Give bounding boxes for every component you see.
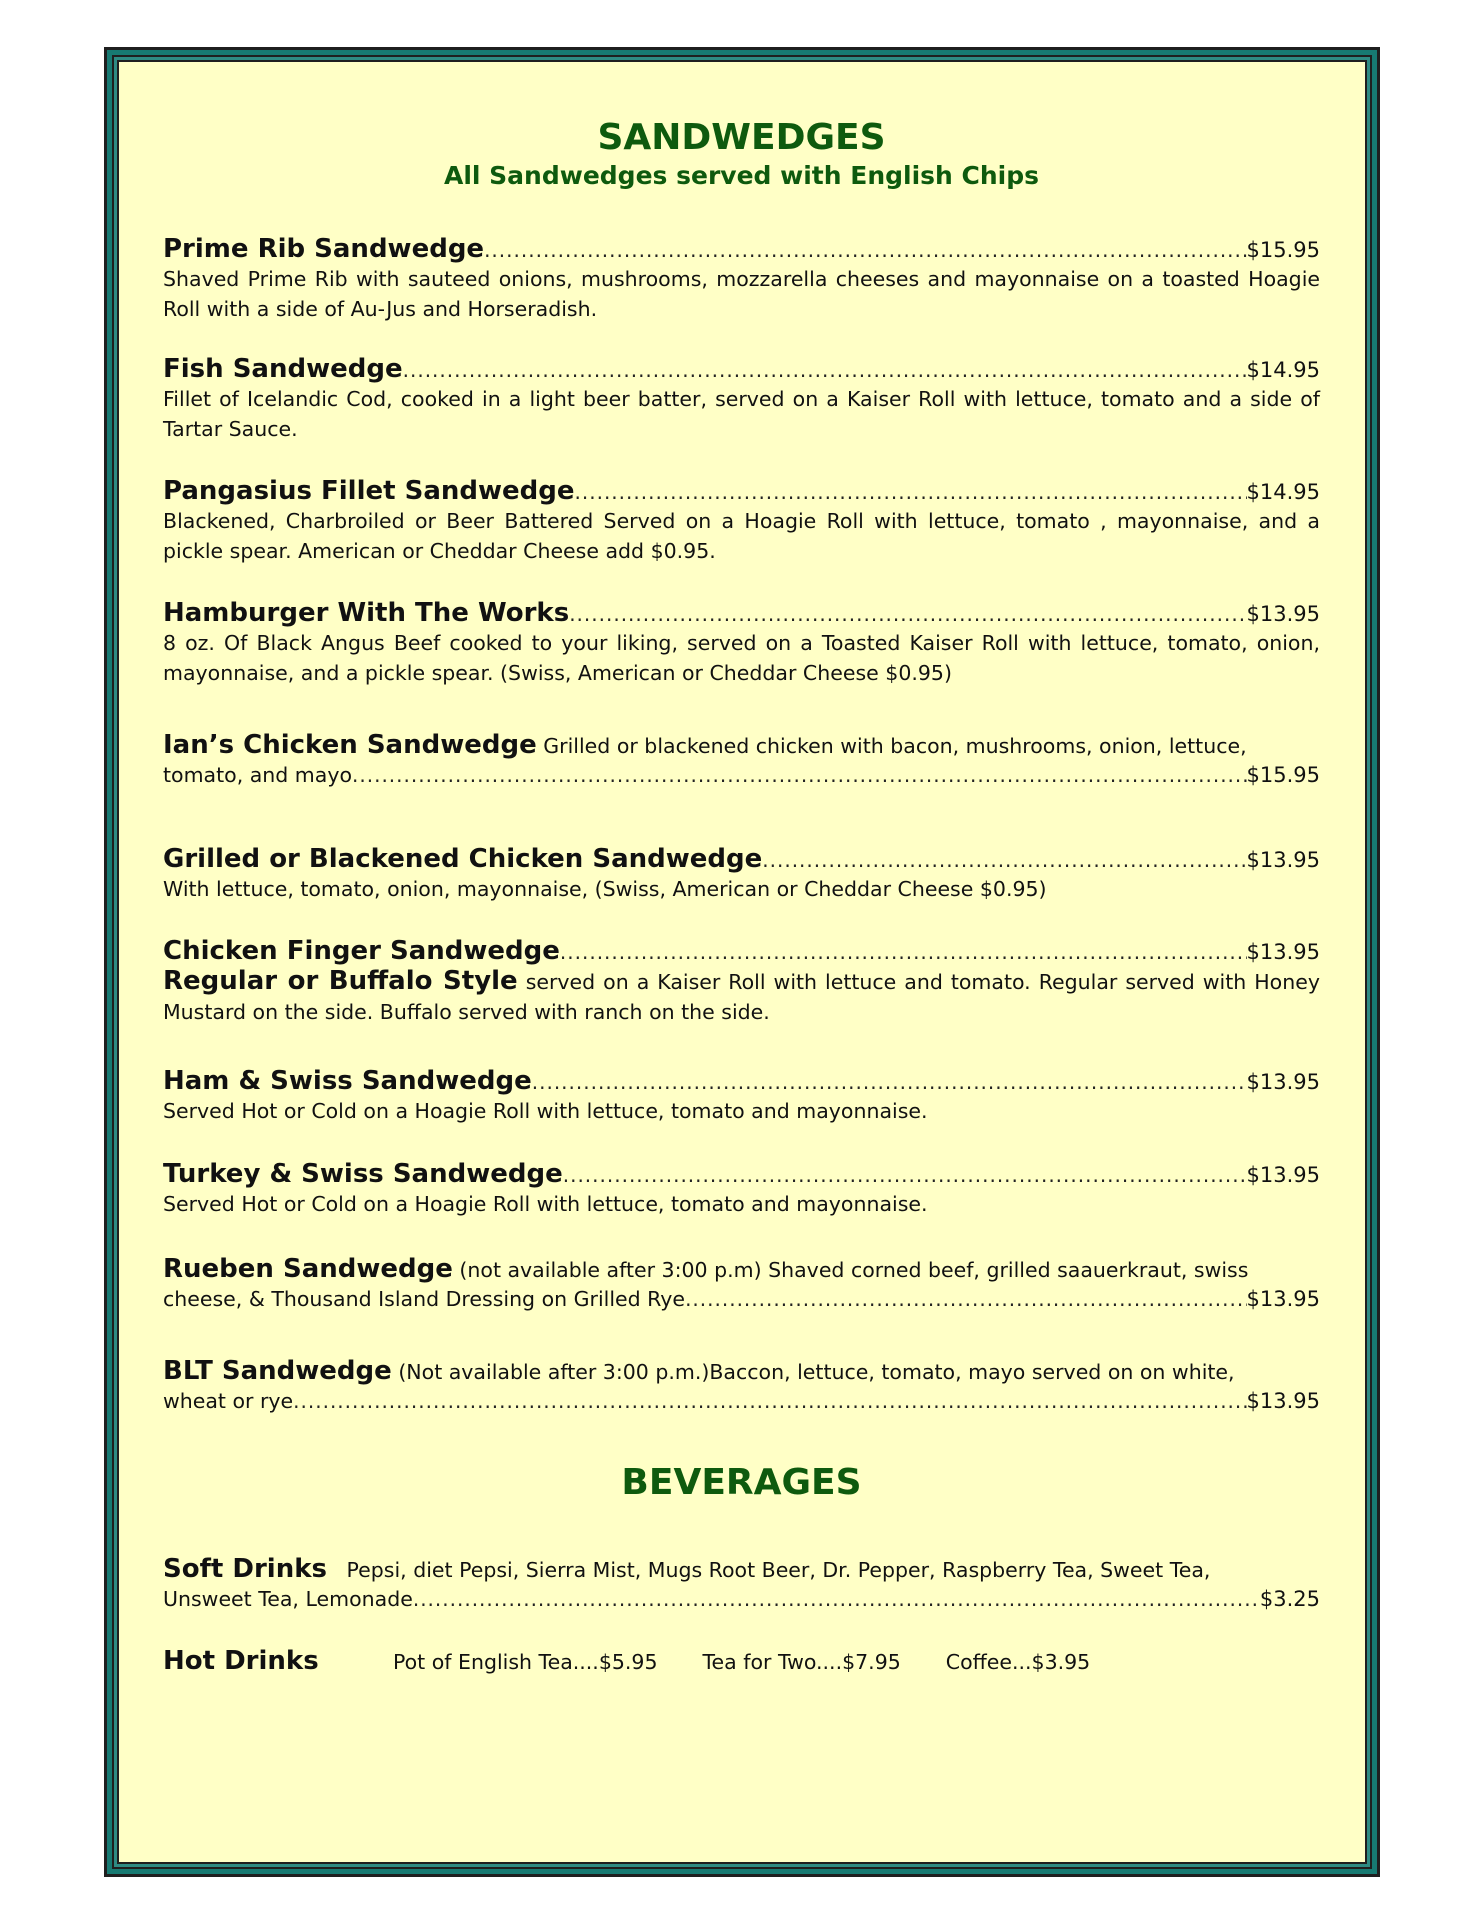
menu-item [163,234,1320,324]
item-description-text: served on a Kaiser Roll with lettuce and tomato. Regular served with Honey Mustard on the side. Buffalo served with ranch on the side. [163,970,1320,1024]
item-lead-line [163,1252,1320,1287]
item-name: Fish Sandwedge [163,354,403,384]
item-price: $13.95 [1246,1163,1320,1187]
item-name: Ian’s Chicken Sandwedge [163,730,537,760]
menu-item [163,1354,1320,1413]
menu-item-hot-drinks [163,1646,1320,1676]
dot-leader [484,238,1246,262]
menu-item [163,936,1320,1027]
menu-item [163,598,1320,688]
page-title: SANDWEDGES [597,117,886,158]
menu-item [163,728,1320,787]
item-price: $15.95 [1246,238,1320,262]
dot-leader [293,1389,1246,1413]
item-description: Blackened, Charbroiled or Beer Battered Served on a Hoagie Roll with lettuce, tomato , mayonnaise, and a pickle spear. American or Cheddar Cheese add $0.95. [163,509,1320,563]
item-description: Fillet of Icelandic Cod, cooked in a light beer batter, served on a Kaiser Roll with lettuce, tomato and a side of Tartar Sauce. [163,387,1320,441]
dot-leader [560,940,1247,964]
dot-leader [352,763,1247,787]
menu-item [163,1066,1320,1126]
item-name: Soft Drinks [163,1554,327,1584]
item-name: BLT Sandwedge [163,1356,392,1386]
item-price: $13.95 [1246,848,1320,872]
beverages-title: BEVERAGES [621,1462,862,1503]
item-description: Grilled or blackened chicken with bacon, mushrooms, onion, lettuce, [543,734,1247,758]
page-subtitle: All Sandwedges served with English Chips [443,161,1040,190]
menu-item [163,1252,1320,1311]
item-sub-name: Regular or Buffalo Style [163,966,518,996]
dot-leader [532,1070,1247,1094]
item-lead-line [163,1354,1320,1389]
menu-item-soft-drinks [163,1552,1320,1611]
dot-leader [563,1163,1247,1187]
item-name: Pangasius Fillet Sandwedge [163,476,575,506]
item-price: $14.95 [1246,480,1320,504]
item-name: Rueben Sandwedge [163,1254,453,1284]
item-price: $13.95 [1246,1389,1320,1413]
dot-leader [413,1587,1260,1611]
dot-leader [403,358,1247,382]
item-description: Pepsi, diet Pepsi, Sierra Mist, Mugs Root Beer, Dr. Pepper, Raspberry Tea, Sweet Tea, [346,1558,1211,1582]
item-description-tail: Unsweet Tea, Lemonade [163,1587,413,1611]
item-name: Turkey & Swiss Sandwedge [163,1159,563,1189]
menu-item [163,476,1320,566]
item-description: Served Hot or Cold on a Hoagie Roll with lettuce, tomato and mayonnaise. [163,1192,928,1216]
dot-leader [762,848,1246,872]
item-price: $13.95 [1246,1070,1320,1094]
item-description: 8 oz. Of Black Angus Beef cooked to your liking, served on a Toasted Kaiser Roll with lettuce, tomato, onion, mayonnaise, and a pickle spear. (Swiss, American or Cheddar Cheese $0.95) [163,631,1320,685]
menu-item [163,1159,1320,1219]
dot-leader [569,602,1246,626]
item-name: Hamburger With The Works [163,598,570,628]
item-name: Hot Drinks [163,1646,319,1676]
item-price: $13.95 [1246,602,1320,626]
hot-drink-option: Coffee...$3.95 [945,1650,1091,1674]
item-lead-line [163,1552,1320,1587]
item-description: (not available after 3:00 p.m) Shaved corned beef, grilled saauerkraut, swiss [459,1258,1249,1282]
hot-drink-option: Pot of English Tea....$5.95 [393,1650,658,1674]
menu-item [163,354,1320,444]
item-lead-line [163,728,1320,763]
item-price: $13.95 [1246,1287,1320,1311]
menu-item [163,844,1320,904]
item-description: Shaved Prime Rib with sauteed onions, mushrooms, mozzarella cheeses and mayonnaise on a toasted Hoagie Roll with a side of Au-Jus and Horseradish. [163,267,1320,321]
item-price: $15.95 [1246,763,1320,787]
item-price: $13.95 [1246,940,1320,964]
item-price: $3.25 [1259,1587,1320,1611]
dot-leader [685,1287,1246,1311]
hot-drink-option: Tea for Two....$7.95 [702,1650,901,1674]
item-description-tail: tomato, and mayo [163,763,353,787]
item-name: Prime Rib Sandwedge [163,234,485,264]
item-description: (Not available after 3:00 p.m.)Baccon, lettuce, tomato, mayo served on on white, [398,1360,1235,1384]
item-description-tail: cheese, & Thousand Island Dressing on Grilled Rye [163,1287,686,1311]
dot-leader [575,480,1247,504]
item-name: Chicken Finger Sandwedge [163,936,560,966]
item-description [163,966,1320,1027]
item-description-tail: wheat or rye [163,1389,294,1413]
item-name: Grilled or Blackened Chicken Sandwedge [163,844,763,874]
item-description: Served Hot or Cold on a Hoagie Roll with lettuce, tomato and mayonnaise. [163,1099,928,1123]
item-description: With lettuce, tomato, onion, mayonnaise, (Swiss, American or Cheddar Cheese $0.95) [163,877,1047,901]
item-name: Ham & Swiss Sandwedge [163,1066,532,1096]
item-price: $14.95 [1246,358,1320,382]
